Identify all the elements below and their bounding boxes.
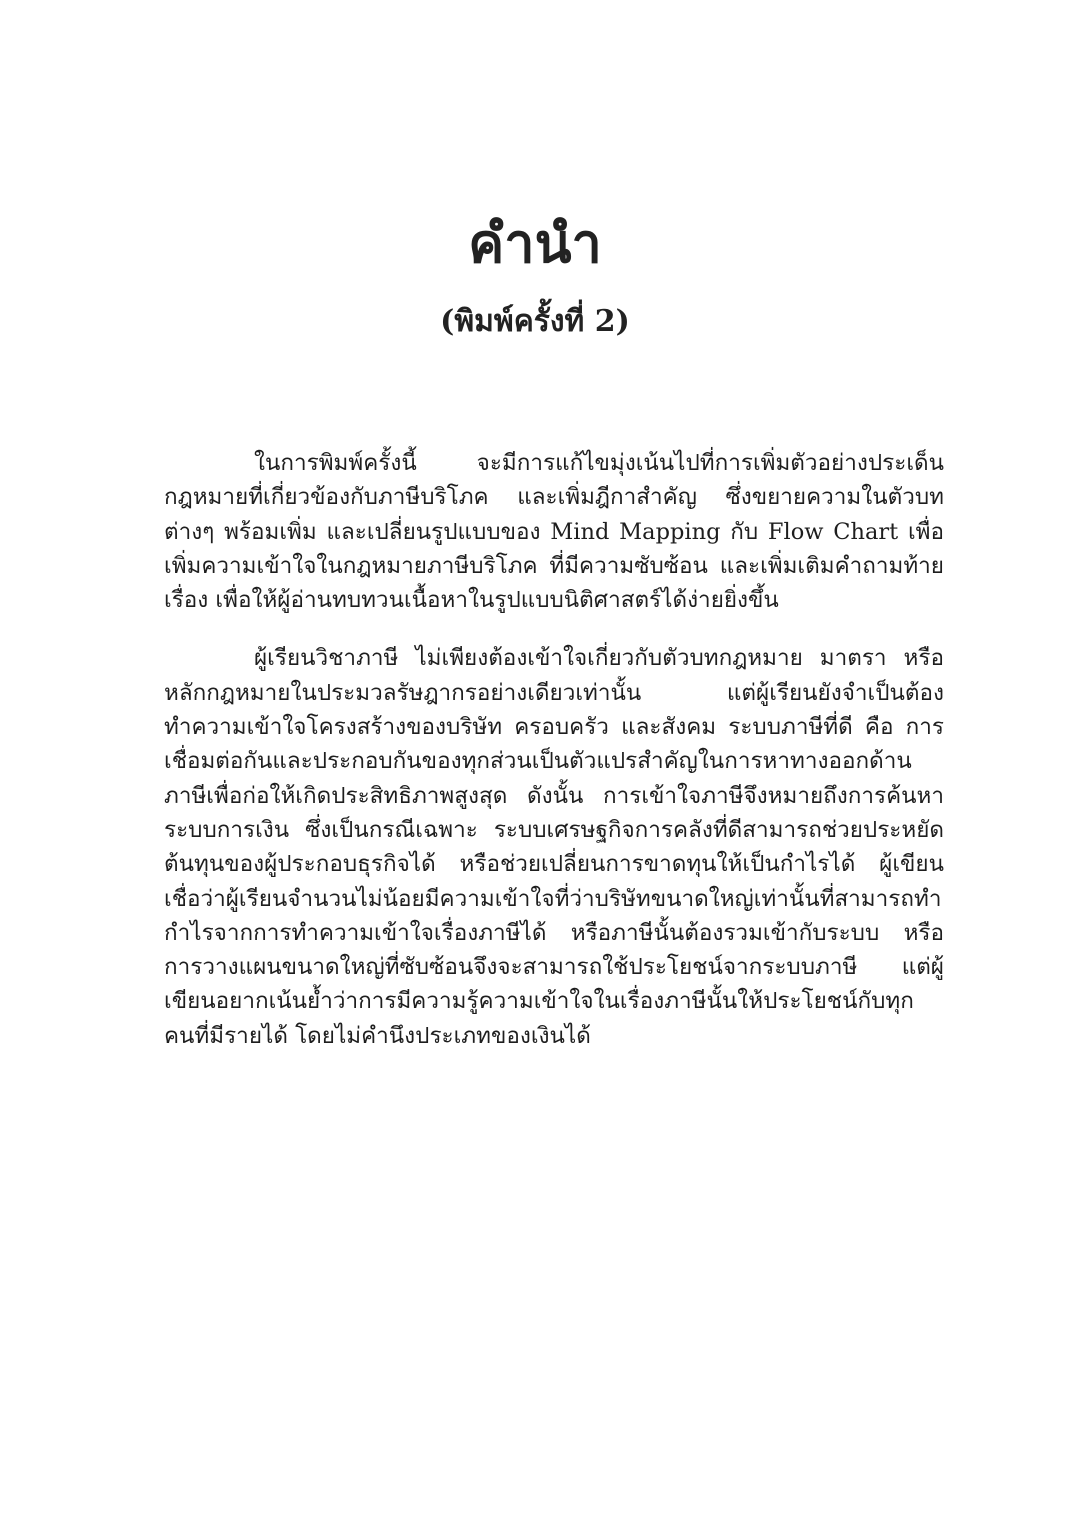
paragraph-2: ผู้เรียนวิชาภาษี ไม่เพียงต้องเข้าใจเกี่ยวกับตัวบทกฎหมาย มาตรา หรือหลักกฎหมายในประมวลรัษฎากรอย่างเดียวเท่านั้น แต่ผู้เรียนยังจำเป็นต้องทำความเข้าใจโครงสร้างของบริษัท ครอบครัว และสังคม ระบบภาษีที่ดี คือ การเชื่อมต่อกันและประกอบกันของทุกส่วนเป็นตัวแปรสำคัญในการหาทางออกด้านภาษีเพื่อก่อให้เกิดประสิทธิภาพสูงสุด ดังนั้น การเข้าใจภาษีจึงหมายถึงการค้นหาระบบการเงิน ซึ่งเป็นกรณีเฉพาะ ระบบเศรษฐกิจการคลังที่ดีสามารถช่วยประหยัดต้นทุนของผู้ประกอบธุรกิจได้ หรือช่วยเปลี่ยนการขาดทุนให้เป็นกำไรได้ ผู้เขียนเชื่อว่าผู้เรียนจำนวนไม่น้อยมีความเข้าใจที่ว่าบริษัทขนาดใหญ่เท่านั้นที่สามารถทำกำไรจากการทำความเข้าใจเรื่องภาษีได้ หรือภาษีนั้นต้องรวมเข้ากับระบบ หรือการวางแผนขนาดใหญ่ที่ซับซ้อนจึงจะสามารถใช้ประโยชน์จากระบบภาษี แต่ผู้เขียนอยากเน้นย้ำว่าการมีความรู้ความเข้าใจในเรื่องภาษีนั้นให้ประโยชน์กับทุกคนที่มีรายได้ โดยไม่คำนึงประเภทของเงินได้ (164, 645, 944, 1049)
paragraph-1: ในการพิมพ์ครั้งนี้ จะมีการแก้ไขมุ่งเน้นไปที่การเพิ่มตัวอย่างประเด็นกฎหมายที่เกี่ยวข้องกับภาษีบริโภค และเพิ่มฎีกาสำคัญ ซึ่งขยายความในตัวบทต่างๆ พร้อมเพิ่ม และเปลี่ยนรูปแบบของ Mind Mapping กับ Flow Chart เพื่อเพิ่มความเข้าใจในกฎหมายภาษีบริโภค ที่มีความซับซ้อน และเพิ่มเติมคำถามท้ายเรื่อง เพื่อให้ผู้อ่านทบทวนเนื้อหาในรูปแบบนิติศาสตร์ได้ง่ายยิ่งขึ้น (164, 450, 944, 614)
body-text (164, 446, 944, 1077)
page-subtitle: (พิมพ์ครั้งที่ 2) (440, 304, 630, 339)
page-title: คำนำ (468, 211, 602, 275)
